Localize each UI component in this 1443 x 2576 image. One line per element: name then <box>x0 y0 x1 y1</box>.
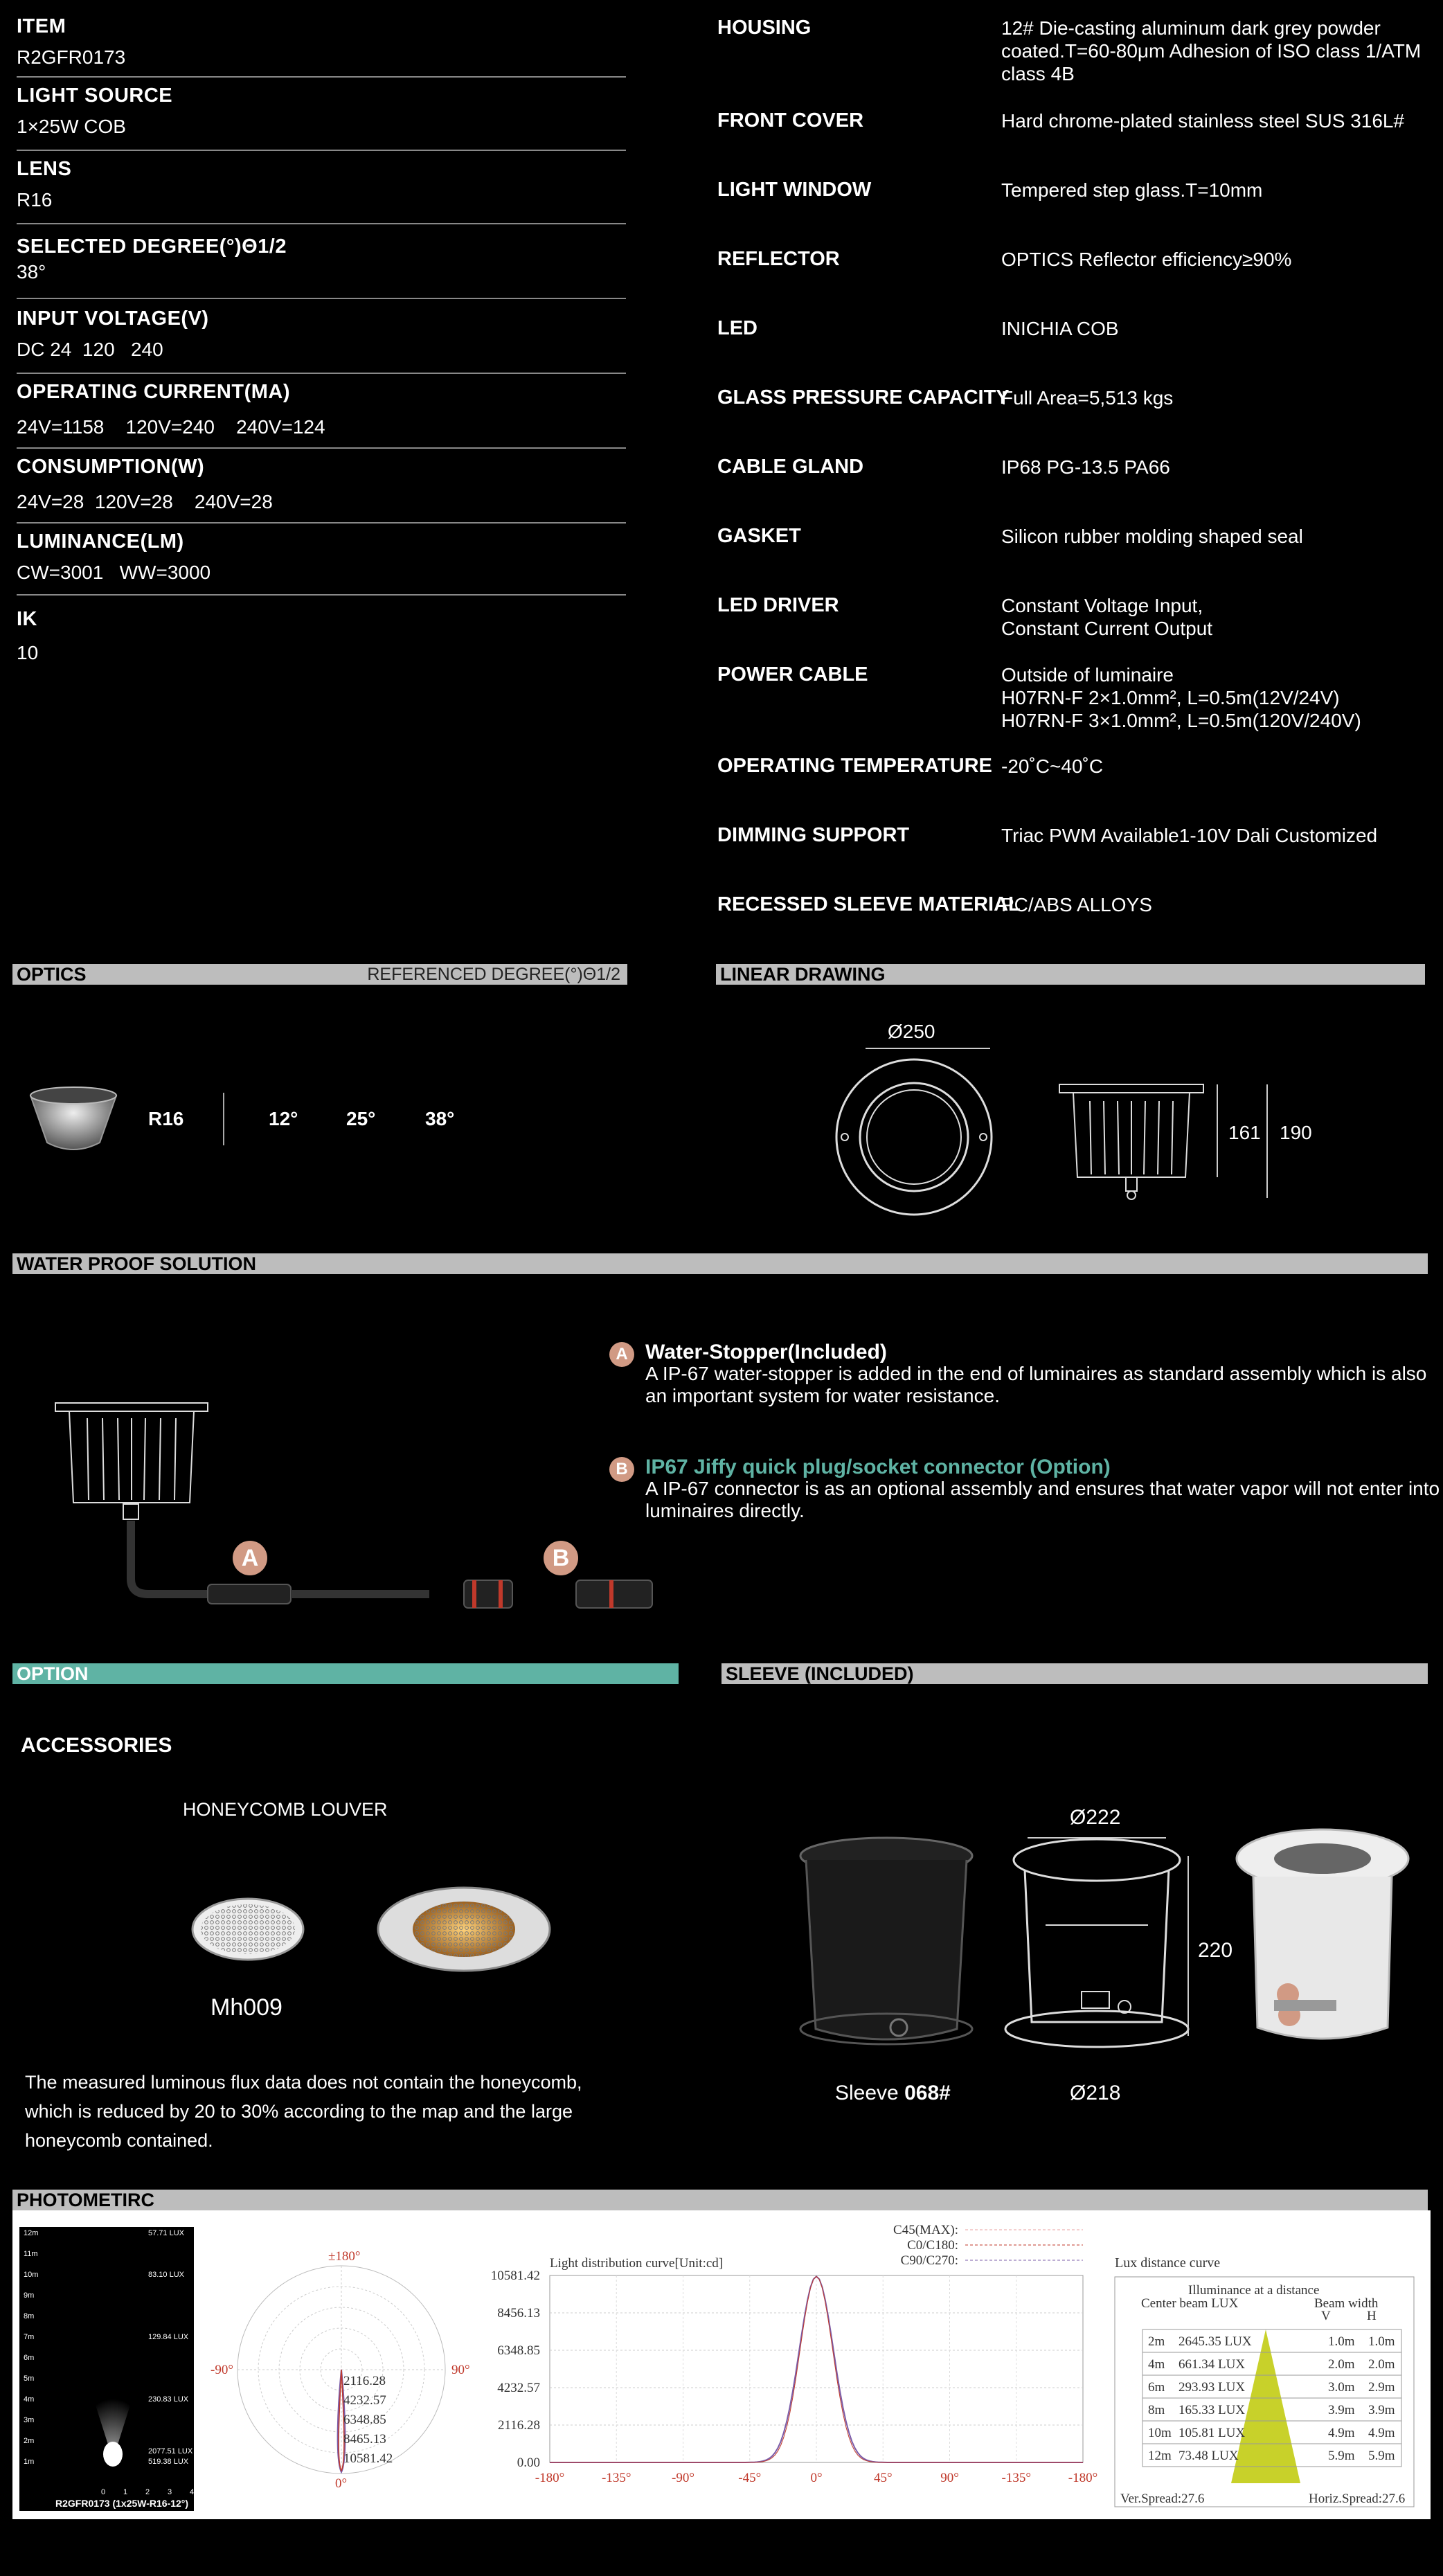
spec-label: LED <box>717 317 758 339</box>
spec-item <box>17 235 287 283</box>
reflector-icon <box>25 1084 122 1161</box>
degree-option: 12° <box>269 1108 298 1129</box>
col-center-header: Center beam LUX <box>1141 2296 1239 2311</box>
x-tick-label: -180° <box>535 2471 565 2485</box>
legend-entry: C0/C180: <box>907 2238 958 2253</box>
lux-level-label: 57.71 LUX <box>148 2229 184 2237</box>
x-tick-label: -180° <box>1068 2471 1098 2485</box>
hor-spread: Horiz.Spread:27.6 <box>1309 2492 1406 2506</box>
polar-bottom-label: 0° <box>335 2476 348 2491</box>
distance-label: 1m <box>24 2458 35 2466</box>
linear-drawing-header <box>716 964 1425 985</box>
row-distance: 6m <box>1148 2380 1165 2395</box>
spec-label: POWER CABLE <box>717 663 868 686</box>
connector-desc: A IP-67 connector is as an optional assembly and ensures that water vapor will not enter into luminaires directly. <box>645 1478 1440 1521</box>
lux-table-title: Illuminance at a distance <box>1188 2283 1320 2298</box>
honeycomb-note: The measured luminous flux data does not contain the honeycomb, which is reduced by 20 to 30% according to the map and the large honeycomb contained. <box>25 2072 582 2151</box>
row-beam-v: 3.0m <box>1328 2380 1355 2395</box>
spec-label: OPERATING TEMPERATURE <box>717 755 992 777</box>
distance-label: 12m <box>24 2229 39 2237</box>
polar-right-label: 90° <box>451 2363 470 2377</box>
linear-drawing-diagram <box>824 1039 1295 1219</box>
water-stopper-desc: A IP-67 water-stopper is added in the end of luminaires as standard assembly which is also an important system for water resistance. <box>645 1363 1427 1406</box>
row-beam-h: 3.9m <box>1368 2403 1395 2417</box>
degree-option: 25° <box>346 1108 376 1129</box>
spec-value: Triac PWM Available1-10V Dali Customized <box>1001 825 1378 846</box>
x-tick-label: -135° <box>1001 2471 1031 2485</box>
x-tick-label: -135° <box>602 2471 631 2485</box>
spec-item <box>17 15 125 69</box>
section-subtitle: REFERENCED DEGREE(°)Θ1/2 <box>367 965 620 984</box>
row-beam-h: 2.9m <box>1368 2380 1395 2395</box>
x-tick-label: 3 <box>168 2488 172 2496</box>
spec-value: 12# Die-casting aluminum dark grey powder coated.T=60-80μm Adhesion of ISO class 1/ATM class 4B <box>1001 17 1422 84</box>
spec-label: REFLECTOR <box>717 248 840 270</box>
section-title: SLEEVE (INCLUDED) <box>726 1663 914 1684</box>
polar-value-label: 2116.28 <box>343 2374 386 2388</box>
lux-level-label: 230.83 LUX <box>148 2395 189 2404</box>
distance-label: 3m <box>24 2416 35 2424</box>
row-center-lux: 105.81 LUX <box>1178 2426 1246 2440</box>
x-tick-label: 4 <box>190 2488 195 2496</box>
a-badge: A <box>609 1342 634 1367</box>
distance-label: 11m <box>24 2250 38 2258</box>
lux-level-label: 519.38 LUX <box>148 2458 189 2466</box>
spec-item <box>17 307 209 361</box>
divider <box>223 1093 224 1145</box>
top-diameter-label: Ø222 <box>1070 1806 1121 1829</box>
x-tick-label: -90° <box>672 2471 694 2485</box>
x-tick-label: 0° <box>810 2471 823 2485</box>
distance-label: 7m <box>24 2333 35 2341</box>
spec-value: CW=3001 WW=3000 <box>17 562 211 583</box>
x-tick-label: -45° <box>738 2471 762 2485</box>
spec-item <box>17 381 325 438</box>
x-tick-label: 2 <box>145 2488 150 2496</box>
polar-left-label: -90° <box>210 2363 233 2377</box>
polar-value-label: 6348.85 <box>343 2413 386 2427</box>
model-label: Mh009 <box>210 1994 283 2021</box>
bottom-diameter-label: Ø218 <box>1070 2082 1121 2104</box>
row-center-lux: 293.93 LUX <box>1178 2380 1246 2395</box>
height-label: 161 <box>1228 1122 1261 1143</box>
spec-label: INPUT VOLTAGE(V) <box>17 307 209 330</box>
spec-value: 10 <box>17 642 39 663</box>
waterproof-diagram <box>48 1399 706 1620</box>
col-v-header: V <box>1321 2309 1331 2323</box>
y-tick-label: 2116.28 <box>497 2418 540 2433</box>
spec-value: INICHIA COB <box>1001 318 1119 339</box>
spec-label: OPERATING CURRENT(MA) <box>17 381 290 403</box>
polar-value-label: 8465.13 <box>343 2432 386 2447</box>
y-tick-label: 4232.57 <box>497 2381 540 2395</box>
row-distance: 8m <box>1148 2403 1165 2417</box>
row-beam-h: 4.9m <box>1368 2426 1395 2440</box>
spec-label: RECESSED SLEEVE MATERIAL <box>717 893 1021 915</box>
divider <box>17 373 626 374</box>
x-tick-label: 45° <box>873 2471 893 2485</box>
lux-level-label: 83.10 LUX <box>148 2271 184 2279</box>
polar-diagram <box>237 2266 445 2474</box>
row-center-lux: 165.33 LUX <box>1178 2403 1246 2417</box>
spec-label: HOUSING <box>717 17 812 39</box>
spec-label: LIGHT SOURCE <box>17 84 173 107</box>
lux-distance-title: Lux distance curve <box>1115 2255 1221 2271</box>
x-tick-label: 1 <box>123 2488 128 2496</box>
section-title: LINEAR DRAWING <box>720 964 886 985</box>
polar-value-label: 4232.57 <box>343 2393 386 2408</box>
spec-label: LED DRIVER <box>717 594 839 616</box>
spec-value: Constant Voltage Input, Constant Current Output <box>1001 595 1213 639</box>
col-beam-header: Beam width <box>1314 2296 1379 2311</box>
y-tick-label: 6348.85 <box>497 2343 540 2358</box>
row-beam-h: 1.0m <box>1368 2334 1395 2349</box>
diameter-label: Ø250 <box>888 1021 935 1042</box>
optics-header <box>12 964 627 985</box>
spec-value: -20˚C~40˚C <box>1001 755 1104 777</box>
height-label: 190 <box>1280 1122 1312 1143</box>
spec-item <box>17 158 71 211</box>
spec-label: CABLE GLAND <box>717 456 864 478</box>
row-beam-v: 1.0m <box>1328 2334 1355 2349</box>
distance-label: 2m <box>24 2437 35 2445</box>
lux-level-label: 2077.51 LUX <box>148 2447 193 2456</box>
legend-entry: C45(MAX): <box>893 2223 958 2237</box>
spec-value: Silicon rubber molding shaped seal <box>1001 526 1303 547</box>
distance-label: 6m <box>24 2354 35 2362</box>
spec-label: LENS <box>17 158 72 180</box>
lux-level-label: 129.84 LUX <box>148 2333 189 2341</box>
divider <box>17 594 626 596</box>
spec-value: DC 24 120 240 <box>17 339 163 360</box>
photometric-graphics <box>12 2210 1431 2519</box>
spec-item <box>17 84 172 138</box>
connector-title: IP67 Jiffy quick plug/socket connector (Option) <box>645 1456 1111 1478</box>
row-distance: 10m <box>1148 2426 1172 2440</box>
spec-label: LUMINANCE(LM) <box>17 530 184 553</box>
spec-label: ITEM <box>17 15 66 37</box>
divider <box>17 150 626 151</box>
distance-label: 5m <box>24 2374 35 2383</box>
row-beam-v: 2.0m <box>1328 2357 1355 2372</box>
y-tick-label: 10581.42 <box>490 2269 540 2283</box>
spec-value: R16 <box>17 189 53 211</box>
row-distance: 2m <box>1148 2334 1165 2349</box>
spec-value: 24V=28 120V=28 240V=28 <box>17 491 273 512</box>
row-center-lux: 73.48 LUX <box>1178 2449 1239 2463</box>
height-label: 220 <box>1198 1939 1233 1962</box>
y-tick-label: 0.00 <box>517 2456 540 2470</box>
legend-entry: C90/C270: <box>900 2253 958 2268</box>
section-title: PHOTOMETIRC <box>17 2190 155 2210</box>
distance-label: 8m <box>24 2312 35 2320</box>
divider <box>17 298 626 299</box>
row-center-lux: 2645.35 LUX <box>1178 2334 1252 2349</box>
row-beam-v: 5.9m <box>1328 2449 1355 2463</box>
spec-value: IP68 PG-13.5 PA66 <box>1001 456 1170 478</box>
polar-value-label: 10581.42 <box>343 2451 393 2466</box>
section-title: WATER PROOF SOLUTION <box>17 1253 256 1274</box>
spec-value: 38° <box>17 261 46 283</box>
distance-label: 4m <box>24 2395 35 2404</box>
spec-item <box>17 608 38 664</box>
spec-value: R2GFR0173 <box>17 46 126 68</box>
spec-label: GASKET <box>717 525 801 547</box>
spec-label: LIGHT WINDOW <box>717 179 872 201</box>
y-tick-label: 8456.13 <box>497 2306 540 2320</box>
sleeve-diagram <box>796 1828 1419 2064</box>
row-distance: 12m <box>1148 2449 1172 2463</box>
waterproof-header <box>12 1253 1428 1274</box>
spec-label: SELECTED DEGREE(°)Θ1/2 <box>17 235 287 258</box>
degree-option: 38° <box>425 1108 455 1129</box>
divider <box>17 76 626 78</box>
spec-value: Outside of luminaire H07RN-F 2×1.0mm², L=0.5m(12V/24V) H07RN-F 3×1.0mm², L=0.5m(120V/240V) <box>1001 664 1361 731</box>
marker-b-badge: B <box>544 1541 578 1575</box>
spec-label: FRONT COVER <box>717 109 864 132</box>
b-badge: B <box>609 1457 634 1482</box>
spec-value: OPTICS Reflector efficiency≥90% <box>1001 249 1292 270</box>
sleeve-model-label <box>835 2082 951 2105</box>
curve-title: Light distribution curve[Unit:cd] <box>550 2256 724 2271</box>
isolux-image <box>19 2227 194 2511</box>
ver-spread: Ver.Spread:27.6 <box>1120 2492 1205 2506</box>
x-tick-label: 90° <box>940 2471 959 2485</box>
spec-label: CONSUMPTION(W) <box>17 456 205 478</box>
divider <box>17 447 626 449</box>
sleeve-prefix: Sleeve <box>835 2082 905 2104</box>
spec-value: Hard chrome-plated stainless steel SUS 316L# <box>1001 110 1405 132</box>
col-h-header: H <box>1367 2309 1377 2323</box>
spec-value: PC/ABS ALLOYS <box>1001 894 1152 915</box>
divider <box>17 223 626 224</box>
section-title: OPTION <box>17 1663 89 1684</box>
spec-label: DIMMING SUPPORT <box>717 824 910 846</box>
divider <box>17 522 626 524</box>
sleeve-header <box>722 1663 1428 1684</box>
isolux-footer: R2GFR0173 (1x25W-R16-12°) <box>55 2498 189 2509</box>
sleeve-model: 068# <box>904 2082 951 2104</box>
polar-top-label: ±180° <box>328 2249 361 2264</box>
accessories-label: ACCESSORIES <box>21 1734 172 1757</box>
row-beam-v: 3.9m <box>1328 2403 1355 2417</box>
spec-value: 24V=1158 120V=240 240V=124 <box>17 416 325 438</box>
option-header <box>12 1663 679 1684</box>
water-stopper-title: Water-Stopper(Included) <box>645 1341 887 1363</box>
row-beam-h: 5.9m <box>1368 2449 1395 2463</box>
spec-item <box>17 456 273 513</box>
spec-value: Tempered step glass.T=10mm <box>1001 179 1263 201</box>
photometric-panel <box>12 2210 1431 2519</box>
spec-value: 1×25W COB <box>17 116 126 137</box>
spec-item <box>17 530 210 584</box>
marker-a-badge: A <box>233 1541 267 1575</box>
honeycomb-louver-image <box>187 1881 561 1978</box>
distance-label: 10m <box>24 2271 39 2279</box>
spec-label: GLASS PRESSURE CAPACITY <box>717 386 1010 409</box>
photometric-header <box>12 2190 1428 2210</box>
spec-value: Full Area=5,513 kgs <box>1001 387 1174 409</box>
row-center-lux: 661.34 LUX <box>1178 2357 1246 2372</box>
row-beam-v: 4.9m <box>1328 2426 1355 2440</box>
row-distance: 4m <box>1148 2357 1165 2372</box>
lens-label: R16 <box>148 1108 184 1129</box>
distance-label: 9m <box>24 2291 35 2300</box>
section-title: OPTICS <box>17 964 87 985</box>
row-beam-h: 2.0m <box>1368 2357 1395 2372</box>
honeycomb-label: HONEYCOMB LOUVER <box>183 1799 388 1820</box>
x-tick-label: 0 <box>101 2488 106 2496</box>
spec-label: IK <box>17 608 37 630</box>
